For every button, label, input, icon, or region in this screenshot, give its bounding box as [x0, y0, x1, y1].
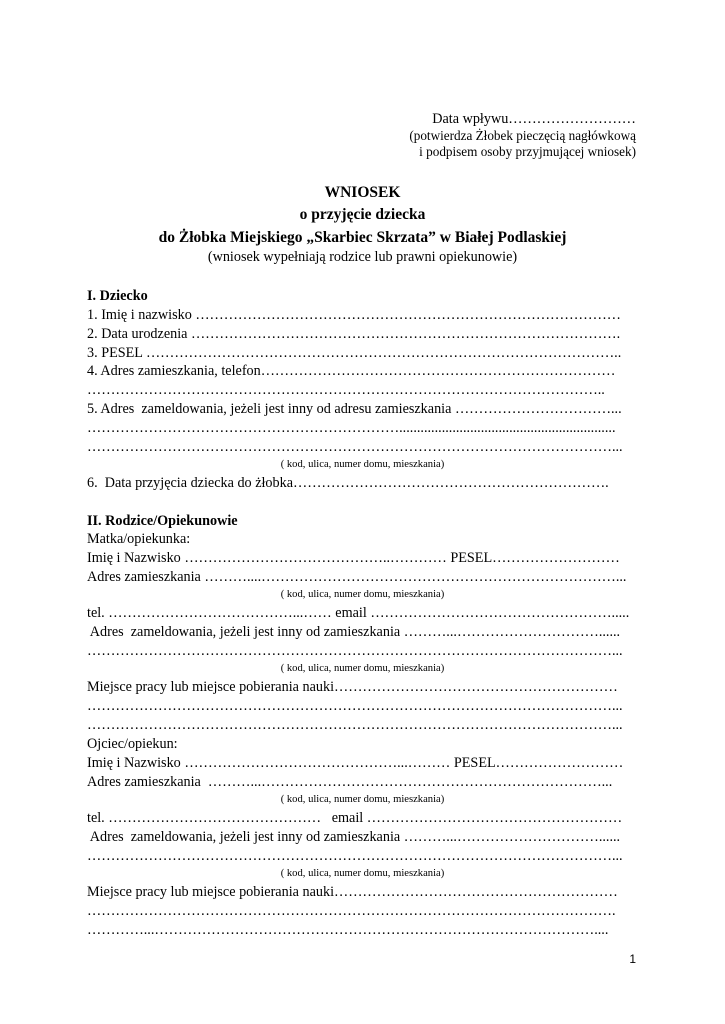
father-workplace-field[interactable]: Miejsce pracy lub miejsce pobierania nauki…………………………………………………… [87, 884, 618, 900]
date-received-field[interactable]: Data wpływu……………………… [432, 111, 636, 127]
father-phone-email-field[interactable]: tel. ……………………………………… email ……………………………………………… [87, 810, 623, 826]
document-title: WNIOSEK [324, 184, 401, 201]
mother-registered-continuation[interactable]: …………………………………………………………………………………………………... [87, 643, 623, 659]
confirm-note-line-1: (potwierdza Żłobek pieczęcią nagłówkową [409, 128, 636, 143]
father-name-pesel-field[interactable]: Imię i Nazwisko ………………………………………...……… PESEL……………………… [87, 755, 624, 771]
institution-name: do Żłobka Miejskiego „Skarbiec Skrzata” w Białej Podlaskiej [158, 229, 567, 246]
child-address-phone-field[interactable]: 4. Adres zamieszkania, telefon………………………………………………………………… [87, 363, 616, 379]
father-registered-address-field[interactable]: Adres zameldowania, jeżeli jest inny od zamieszkania ………...…………………………...... [87, 829, 621, 845]
mother-address-hint: ( kod, ulica, numer domu, mieszkania) [280, 589, 445, 600]
document-subtitle: o przyjęcie dziecka [299, 206, 426, 223]
child-registered-continuation-1[interactable]: …………………………………………………………............................................................. [87, 420, 616, 436]
mother-workplace-continuation-2[interactable]: …………………………………………………………………………………………………... [87, 717, 623, 733]
mother-workplace-continuation-1[interactable]: …………………………………………………………………………………………………... [87, 698, 623, 714]
mother-label: Matka/opiekunka: [87, 531, 191, 547]
mother-address-field[interactable]: Adres zamieszkania ………....…………………………………………………………………... [87, 569, 627, 585]
child-address-continuation[interactable]: ……………………………………………………………………………………………….. [87, 382, 605, 398]
father-address-field[interactable]: Adres zamieszkania ………...………………………………………………………………... [87, 774, 613, 790]
address-format-hint: ( kod, ulica, numer domu, mieszkania) [280, 459, 445, 470]
father-address-hint: ( kod, ulica, numer domu, mieszkania) [280, 794, 445, 805]
mother-phone-email-field[interactable]: tel. …………………………………...…… email ……………………………………………..... [87, 605, 630, 621]
section-parents-heading: II. Rodzice/Opiekunowie [87, 513, 238, 529]
mother-registered-address-field[interactable]: Adres zameldowania, jeżeli jest inny od zamieszkania ………...…………………………...... [87, 624, 621, 640]
mother-name-pesel-field[interactable]: Imię i Nazwisko ……………………………………..………… PESEL……………………… [87, 550, 620, 566]
child-registered-address-field[interactable]: 5. Adres zameldowania, jeżeli jest inny od adresu zamieszkania ……………………………... [87, 401, 622, 417]
father-registered-hint: ( kod, ulica, numer domu, mieszkania) [280, 868, 445, 879]
mother-workplace-field[interactable]: Miejsce pracy lub miejsce pobierania nauki…………………………………………………… [87, 679, 618, 695]
page-number: 1 [629, 952, 636, 966]
fill-instructions: (wniosek wypełniają rodzice lub prawni opiekunowie) [207, 249, 518, 265]
child-pesel-field[interactable]: 3. PESEL ……………………………………………………………………………………….. [87, 345, 622, 361]
child-registered-continuation-2[interactable]: …………………………………………………………………………………………………... [87, 439, 623, 455]
admission-date-field[interactable]: 6. Data przyjęcia dziecka do żłobka…………………………………………………………. [87, 475, 609, 491]
father-registered-continuation[interactable]: …………………………………………………………………………………………………... [87, 848, 623, 864]
child-name-field[interactable]: 1. Imię i nazwisko ……………………………………………………………………………… [87, 307, 621, 323]
father-workplace-continuation-1[interactable]: …………………………………………………………………………………………………. [87, 903, 616, 919]
father-workplace-continuation-2[interactable]: …………...………………………………………………………………………………….... [87, 922, 609, 938]
section-child-heading: I. Dziecko [87, 288, 148, 304]
father-label: Ojciec/opiekun: [87, 736, 178, 752]
confirm-note-line-2: i podpisem osoby przyjmującej wniosek) [419, 144, 636, 159]
mother-registered-hint: ( kod, ulica, numer domu, mieszkania) [280, 663, 445, 674]
child-birthdate-field[interactable]: 2. Data urodzenia ………………………………………………………………………………. [87, 326, 621, 342]
